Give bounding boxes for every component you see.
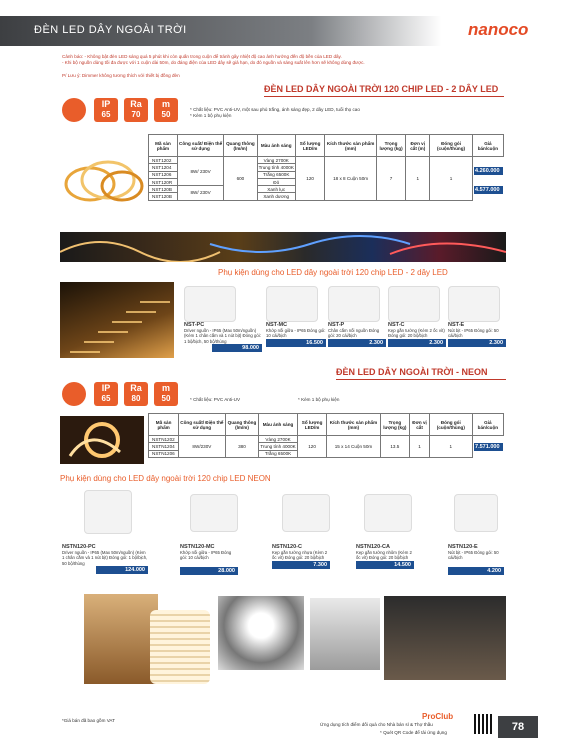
vat-note: *Giá bán đã bao gồm VAT xyxy=(62,718,115,723)
table-row: NSTN1204 Trung tính 4000K xyxy=(149,443,504,450)
page-header-title: ĐÈN LED DÂY NGOÀI TRỜI xyxy=(34,24,187,36)
dimmer-note: P/ Lưu ý: Dimmer không tương thích với thiết bị đồng đèn xyxy=(62,73,180,78)
section2-feature-2: * Kèm 1 bộ phụ kiện xyxy=(298,397,340,402)
nstn120-ca-image xyxy=(364,494,412,532)
cri-badge: Ra 70 xyxy=(124,98,148,122)
section2-feature-1: * Chất liệu: PVC Anti-UV xyxy=(190,397,241,402)
price-tag: 98.000 xyxy=(212,344,262,352)
section1-features: * Chất liệu: PVC Anti-UV, một sau phủ trắng, ánh sáng đẹp, 2 dây LED, tuổi thọ cao * Kèm 1 bộ phụ kiện xyxy=(190,107,360,118)
price-tag: 4.260.000 xyxy=(474,167,503,175)
nst-pc-image xyxy=(184,286,236,322)
section2-title: ĐÈN LED DÂY NGOÀI TRỜI - NEON xyxy=(336,367,488,377)
accessory1-title: Phụ kiện dùng cho LED dây ngoài trời 120 chip LED - 2 dây LED xyxy=(218,268,448,277)
neon-product-box-image xyxy=(84,594,158,684)
led-coil-icon xyxy=(60,140,146,216)
table-row: NST1204 Trung tính 4000K xyxy=(149,164,504,171)
price-tag: 2.300 xyxy=(448,339,506,347)
section1-underline xyxy=(264,96,504,97)
accessory-nstn120-pc: NSTN120-PC Driver nguồn - IP65 (Max 50m/nguồn) (Kèm 1 chân cắm và 1 nút bịt) Đóng gói: 1 bộ/bịch, 50 bộ/thùng 124.000 xyxy=(62,544,148,574)
price-tag: 4.577.000 xyxy=(474,186,503,194)
nstn120-mc-image xyxy=(190,494,238,532)
price-tag: 7.571.000 xyxy=(474,443,503,451)
nst-mc-image xyxy=(266,286,318,322)
qr-code-icon[interactable] xyxy=(474,714,494,734)
table-row: NST120R Đỏ xyxy=(149,178,504,185)
warning-line-2: - Khi bộ nguồn dùng tối đa được với 1 cuộn dài 50m, do đáng điện của LED dây sẽ giả hạn, do đó nguồn và sáng suất lên hơn sẽ không dùng được. xyxy=(62,60,365,66)
warning-notes xyxy=(62,54,532,67)
price-tag: 14.500 xyxy=(356,561,414,569)
accessory-nstn120-ca: NSTN120-CA Kẹp gắn tường nhôm (Kèm 2 ốc vít) Đóng gói: 20 bộ/bịch 14.500 xyxy=(356,544,414,569)
page-number: 78 xyxy=(498,716,538,738)
ip-rating-badge: IP 65 xyxy=(94,98,118,122)
section2-underline xyxy=(336,379,506,380)
neon-ring-photo xyxy=(218,596,304,670)
certification-icon xyxy=(62,382,86,406)
ip-rating-badge: IP 65 xyxy=(94,382,118,406)
table-row: NST1206 Trắng 6500K xyxy=(149,171,504,178)
accessory-nstn120-e: NSTN120-E Nút bịt - IP65 Đóng gói: 50 cái/bịch 4.200 xyxy=(448,544,504,575)
nstn120-pc-image xyxy=(84,490,132,534)
colored-strips-photo xyxy=(60,232,506,262)
nst-e-image xyxy=(448,286,500,322)
accessory-nst-c: NST-C Kẹp gắn tường (Kèm 2 ốc vít) Đóng gói: 20 bộ/bịch 2.300 xyxy=(388,322,445,346)
table-row: NSTN1206 Trắng 6500K xyxy=(149,450,504,457)
accessory-nst-e: NST-E Nút bịt - IP65 Đóng gói: 50 cái/bịch 2.300 xyxy=(448,322,506,347)
table-row: NSTN1202 8W/230V 380 Vàng 2700K 120 15 x 14 Cuộn 50m 13.5 1 1 7.571.000 xyxy=(149,436,504,443)
length-badge: m 50 xyxy=(154,98,178,122)
qr-note: * Quét QR Code để tải ứng dụng xyxy=(380,730,447,735)
accessory-nst-p: NST-P Chân cắm nối nguồn Đóng gói: 20 cái/bịch 2.300 xyxy=(328,322,386,347)
accessory2-title: Phụ kiện dùng cho LED dây ngoài trời 120 chip LED NEON xyxy=(60,474,271,483)
neon-room-photo xyxy=(384,596,506,680)
price-tag: 2.300 xyxy=(328,339,386,347)
led-strip-coil-image xyxy=(60,140,146,216)
nstn120-e-image xyxy=(454,494,498,532)
table-row: NST120B 8W/ 230V Xanh lục 4.577.000 xyxy=(149,186,504,193)
table-row: NST1202 8W/ 230V 600 Vàng 2700K 120 18 x 8 Cuộn 50m 7 1 1 4.260.000 xyxy=(149,157,504,164)
price-tag: 7.300 xyxy=(272,561,330,569)
nst-p-image xyxy=(328,286,380,322)
certification-icon xyxy=(62,98,86,122)
section2-spec-table: Mã sản phẩm Công suất/ Điện thế sử dụng Quang thông (lm/m) Màu ánh sáng Số lượng LED/m Kích thước sản phẩm (mm) Trọng lượng (kg) Đơn vị cắt Đóng gói (cuộn/thùng) Giá bán/cuộn NSTN1202 8W/230V 380 Vàng 2700K 120 15 x 14 Cuộn 50m 13.5 1 1 7.571.000 NSTN1204 Trung tính 4000K NSTN1206 Trắng 6500K xyxy=(148,413,504,458)
warning-line-1: Cảnh báo: - Không bật đèn LED sáng quá 5 phút khi còn quấn trong cuộn để tránh gây nhiệt độ cao ảnh hưởng đến độ bền của LED dây. xyxy=(62,54,342,59)
price-tag: 2.300 xyxy=(388,339,446,347)
accessory-nst-mc: NST-MC Khớp nối giữa - IP65 Đóng gói: 10 cái/bịch 16.500 xyxy=(266,322,326,346)
proclub-logo: ProClub xyxy=(422,712,454,721)
price-tag: 124.000 xyxy=(96,566,148,574)
nstn120-c-image xyxy=(282,494,330,532)
price-tag: 16.500 xyxy=(266,339,326,347)
price-tag: 28.000 xyxy=(180,567,238,575)
section1-spec-table: Mã sản phẩm Công suất/ Điện thế sử dụng Quang thông (lm/m) Màu ánh sáng Số lượng LED/m Kích thước sản phẩm (mm) Trọng lượng (kg) Đơn vị cắt (m) Đóng gói (cuộn/thùng) Giá bán/cuộn NST1202 8W/ 230V 600 Vàng 2700K 120 18 x 8 Cuộn 50m 7 1 1 4.260.000 NST1204 Trung tính 4000K NST1206 Trắng 6500K NST120R Đỏ NST120B 8W/ 230V Xanh lục 4.577.000 NST120B Xanh dương xyxy=(148,134,504,201)
nst-c-image xyxy=(388,286,440,322)
price-tag: 4.200 xyxy=(448,567,504,575)
section1-title: ĐÈN LED DÂY NGOÀI TRỜI 120 CHIP LED - 2 DÂY LED xyxy=(264,84,499,94)
length-badge: m 50 xyxy=(154,382,178,406)
accessory-nst-pc: NST-PC Driver nguồn - IP65 (Max 50m/nguồn) (Kèm 1 chân cắm và 1 nút bịt) Đóng gói: 1 bộ/bịch, 50 bộ/thùng 98.000 xyxy=(184,322,261,352)
neon-coil-image xyxy=(150,610,210,684)
accessory-nstn120-c: NSTN120-C Kẹp gắn tường nhựa (Kèm 2 ốc vít) Đóng gói: 20 bộ/bịch 7.300 xyxy=(272,544,330,569)
proclub-description: Ứng dụng tích điểm dối quà cho Nhà bán sỉ & Thợ thầu xyxy=(320,722,433,727)
cri-badge: Ra 80 xyxy=(124,382,148,406)
brand-logo: nanoco xyxy=(468,20,529,39)
neon-strip-image xyxy=(60,416,144,464)
table-row: NST120B Xanh dương xyxy=(149,193,504,200)
stair-lighting-photo xyxy=(60,282,174,358)
neon-wave-photo xyxy=(310,598,380,670)
accessory-nstn120-mc: NSTN120-MC Khớp nối giữa - IP65 Đóng gói: 10 cái/bịch 28.000 xyxy=(180,544,238,575)
